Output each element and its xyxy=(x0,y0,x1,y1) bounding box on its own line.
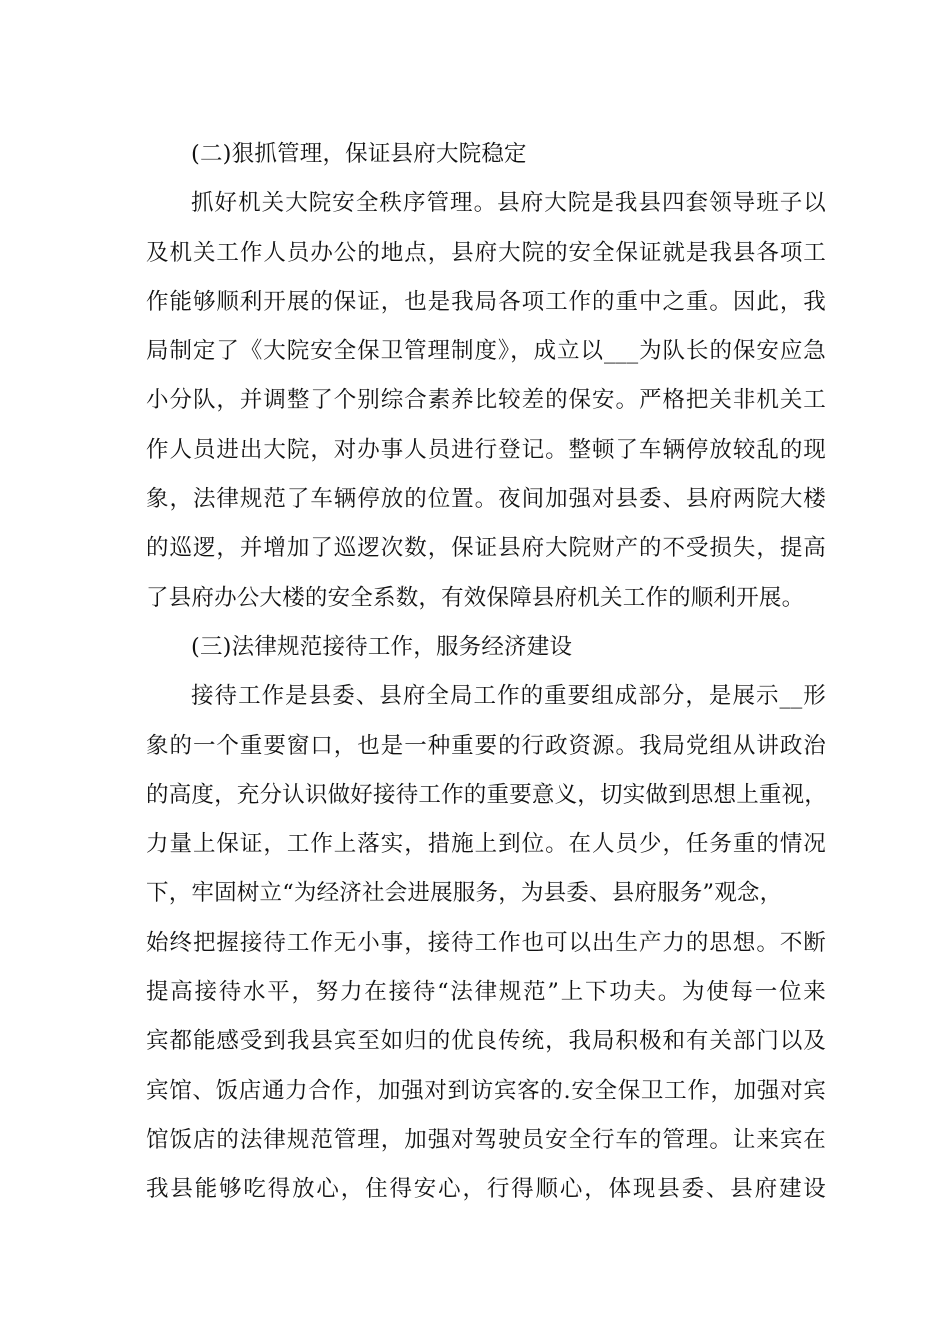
paragraph-line: 局制定了《大院安全保卫管理制度》，成立以___为队长的保安应急 xyxy=(146,338,826,365)
section-heading-3: (三)法律规范接待工作，服务经济建设 xyxy=(191,633,573,660)
paragraph-line: 宾馆、饭店通力合作，加强对到访宾客的.安全保卫工作，加强对宾 xyxy=(146,1077,826,1104)
paragraph-line: 作人员进出大院，对办事人员进行登记。整顿了车辆停放较乱的现 xyxy=(146,436,826,463)
paragraph-line: 宾都能感受到我县宾至如归的优良传统，我局积极和有关部门以及 xyxy=(146,1028,826,1055)
paragraph-line: 提高接待水平，努力在接待“法律规范”上下功夫。为使每一位来 xyxy=(146,979,826,1006)
paragraph-line: 的高度，充分认识做好接待工作的重要意义，切实做到思想上重视， xyxy=(146,781,828,808)
paragraph-line: 象的一个重要窗口，也是一种重要的行政资源。我局党组从讲政治 xyxy=(146,732,826,759)
paragraph-line: 抓好机关大院安全秩序管理。县府大院是我县四套领导班子以 xyxy=(191,190,826,217)
paragraph-line: 了县府办公大楼的安全系数，有效保障县府机关工作的顺利开展。 xyxy=(146,584,805,611)
paragraph-line: 小分队，并调整了个别综合素养比较差的保安。严格把关非机关工 xyxy=(146,387,826,414)
section-heading-2: (二)狠抓管理，保证县府大院稳定 xyxy=(191,141,527,167)
paragraph-line: 馆饭店的法律规范管理，加强对驾驶员安全行车的管理。让来宾在 xyxy=(146,1126,826,1153)
paragraph-line: 力量上保证，工作上落实，措施上到位。在人员少，任务重的情况 xyxy=(146,831,826,858)
paragraph-line: 及机关工作人员办公的地点，县府大院的安全保证就是我县各项工 xyxy=(146,239,826,266)
paragraph-line: 下，牢固树立“为经济社会进展服务，为县委、县府服务”观念， xyxy=(146,880,783,907)
paragraph-line: 我县能够吃得放心，住得安心，行得顺心，体现县委、县府建设 xyxy=(146,1176,826,1203)
paragraph-line: 象，法律规范了车辆停放的位置。夜间加强对县委、县府两院大楼 xyxy=(146,486,826,513)
document-body xyxy=(146,130,826,1215)
paragraph-line: 作能够顺利开展的保证，也是我局各项工作的重中之重。因此，我 xyxy=(146,288,826,315)
paragraph-line: 始终把握接待工作无小事，接待工作也可以出生产力的思想。不断 xyxy=(146,929,826,956)
paragraph-line: 接待工作是县委、县府全局工作的重要组成部分，是展示__形 xyxy=(191,683,826,710)
paragraph-line: 的巡逻，并增加了巡逻次数，保证县府大院财产的不受损失，提高 xyxy=(146,535,826,562)
